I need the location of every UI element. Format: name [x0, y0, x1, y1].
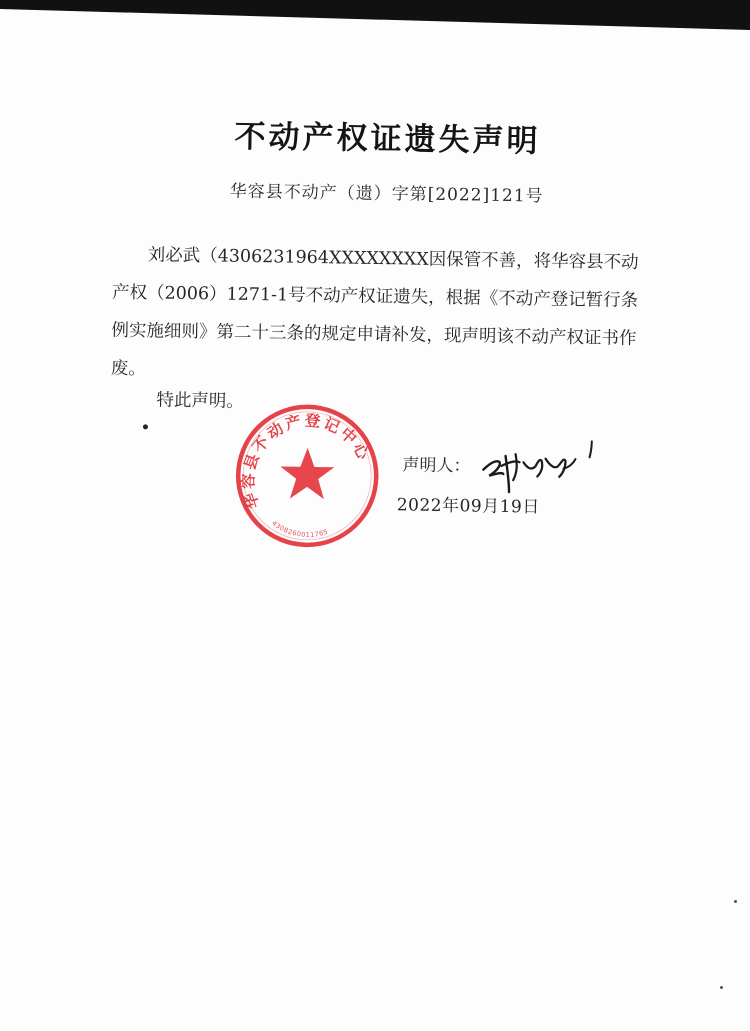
scan-speck	[734, 900, 737, 903]
svg-text:4308260011765: 4308260011765	[270, 519, 330, 539]
statement-date: 2022年09月19日	[396, 495, 540, 518]
official-seal	[228, 403, 385, 555]
statement-body	[111, 236, 643, 396]
svg-text:华容县不动产登记中心: 华容县不动产登记中心	[239, 411, 374, 511]
handwritten-signature	[479, 426, 600, 498]
document-number: 华容县不动产（遗）字第[2022]121号	[229, 181, 544, 207]
declarant-label: 声明人：	[402, 455, 471, 477]
scan-speck	[720, 986, 723, 989]
page-title: 不动产权证遗失声明	[234, 118, 541, 160]
statement-paragraph: 刘必武（4306231964XXXXXXXX因保管不善，将华容县不动产权（2006）1271-1号不动产权证遗失，根据《不动产登记暂行条例实施细则》第二十三条的规定申请补发，现声明该不动产权证书作废。	[110, 245, 639, 380]
scan-dot	[143, 424, 148, 429]
closing-text: 特此声明。	[156, 390, 245, 412]
